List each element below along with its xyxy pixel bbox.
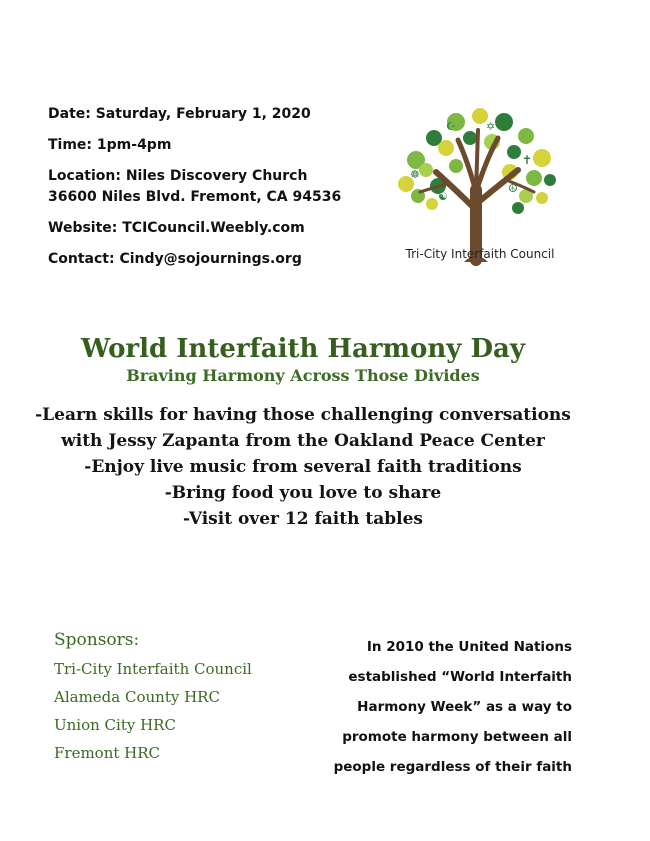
- un-note-line: promote harmony between all: [342, 729, 572, 745]
- sponsor-item: Alameda County HRC: [54, 688, 220, 706]
- svg-text:☸: ☸: [410, 168, 420, 181]
- event-time: Time: 1pm-4pm: [48, 137, 172, 153]
- sponsors-heading: Sponsors:: [54, 630, 140, 650]
- sponsor-item: Tri-City Interfaith Council: [54, 660, 252, 678]
- event-location: [48, 166, 368, 208]
- un-note-line: people regardless of their faith: [333, 759, 572, 775]
- sponsor-item: Fremont HRC: [54, 744, 161, 762]
- svg-text:✝: ✝: [522, 153, 533, 167]
- activity-line: -Enjoy live music from several faith traditions: [84, 457, 522, 477]
- sponsor-item: Union City HRC: [54, 716, 176, 734]
- un-note-line: Harmony Week” as a way to: [357, 699, 572, 715]
- event-location-line2: 36600 Niles Blvd. Fremont, CA 94536: [48, 189, 342, 205]
- event-contact: Contact: Cindy@sojournings.org: [48, 251, 302, 267]
- activity-line: -Learn skills for having those challenging conversations: [35, 405, 571, 425]
- event-location-line1: Location: Niles Discovery Church: [48, 168, 308, 184]
- svg-text:☪: ☪: [446, 120, 456, 133]
- sponsors-section: [54, 630, 304, 772]
- logo-caption: Tri-City Interfaith Council: [405, 247, 555, 261]
- activity-line: -Bring food you love to share: [164, 483, 442, 503]
- svg-text:☯: ☯: [438, 190, 448, 203]
- svg-text:☮: ☮: [508, 182, 518, 195]
- activity-line: with Jessy Zapanta from the Oakland Peace Center: [61, 431, 545, 451]
- page-subtitle: Braving Harmony Across Those Divides: [126, 366, 480, 385]
- event-details: [48, 104, 368, 280]
- event-date: Date: Saturday, February 1, 2020: [48, 106, 311, 122]
- un-note-line: established “World Interfaith: [348, 669, 572, 685]
- page-title: World Interfaith Harmony Day: [81, 334, 525, 364]
- activities-list: [0, 402, 606, 532]
- interfaith-tree-icon: [386, 100, 566, 270]
- un-note-line: In 2010 the United Nations: [366, 639, 572, 655]
- svg-text:✡: ✡: [486, 120, 496, 133]
- event-website: Website: TCICouncil.Weebly.com: [48, 220, 305, 236]
- activity-line: -Visit over 12 faith tables: [183, 509, 423, 529]
- un-note: [306, 632, 572, 782]
